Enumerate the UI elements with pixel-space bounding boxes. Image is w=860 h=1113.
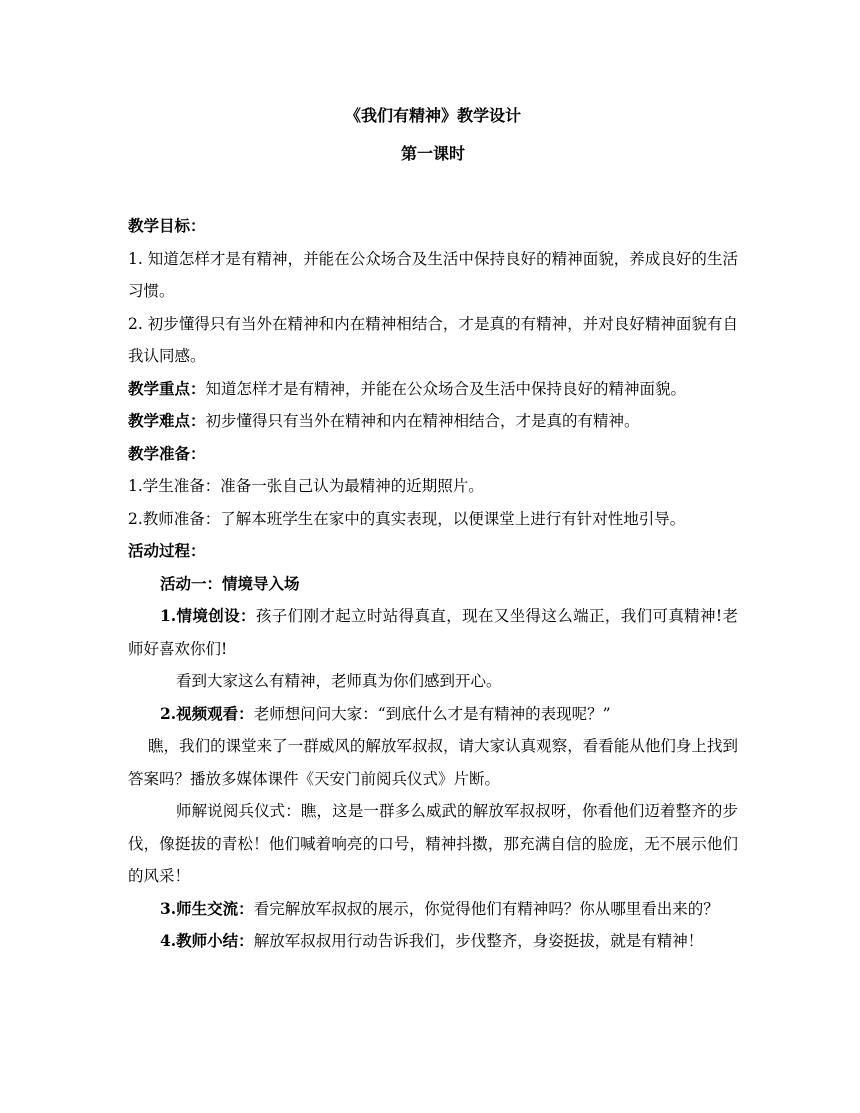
document-title: 《我们有精神》教学设计: [344, 106, 521, 125]
step-2-commentary: 师解说阅兵仪式：瞧，这是一群多么威武的解放军叔叔呀，你看他们迈着整齐的步伐，像挺拔的青松！他们喊着响亮的口号，精神抖擞，那充满自信的脸庞，无不展示他们的风采！: [128, 802, 738, 885]
activity-heading-1: 活动一：情境导入场: [160, 573, 300, 593]
step-1: [128, 600, 738, 665]
key-point-label: 教学重点：: [128, 378, 206, 398]
step-4-text: 解放军叔叔用行动告诉我们，步伐整齐，身姿挺拔，就是有精神！: [253, 932, 704, 950]
step-3-text: 看完解放军叔叔的展示，你觉得他们有精神吗？你从哪里看出来的？: [253, 899, 719, 918]
difficulty-text: 初步懂得只有当外在精神和内在精神相结合，才是真的有精神。: [205, 412, 640, 430]
step-2-label: 2.视频观看：: [160, 703, 254, 723]
goal-item-1: 1. 知道怎样才是有精神，并能在公众场合及生活中保持良好的精神面貌，养成良好的生活习惯。: [128, 249, 738, 300]
spacer: [128, 166, 738, 210]
step-4: [128, 925, 738, 958]
prep-item-1: 1.学生准备：准备一张自己认为最精神的近期照片。: [128, 477, 484, 495]
key-point: [128, 373, 738, 406]
step-4-label: 4.教师小结：: [160, 931, 254, 950]
goal-item-2: 2. 初步懂得只有当外在精神和内在精神相结合，才是真的有精神，并对良好精神面貌有自我认同感。: [128, 314, 738, 365]
prep-heading: 教学准备：: [128, 443, 206, 463]
step-2-text: 老师想问问大家：“到底什么才是有精神的表现呢？”: [253, 704, 611, 723]
goals-heading: 教学目标：: [128, 216, 206, 235]
difficulty-label: 教学难点：: [128, 411, 206, 430]
step-1-label: 1.情境创设：: [160, 606, 256, 625]
step-1-note: 看到大家这么有精神，老师真为你们感到开心。: [176, 672, 502, 690]
step-3-label: 3.师生交流：: [160, 898, 254, 918]
step-2: [128, 698, 738, 731]
step-1-text: 孩子们刚才起立时站得真直，现在又坐得这么端正，我们可真精神!老师好喜欢你们!: [128, 607, 739, 658]
prep-item-2: 2.教师准备：了解本班学生在家中的真实表现，以便课堂上进行有针对性地引导。: [128, 509, 686, 528]
difficulty-point: [128, 405, 738, 438]
step-2-paragraph: 瞧，我们的课堂来了一群威风的解放军叔叔，请大家认真观察，看看能从他们身上找到答案吗？播放多媒体课件《天安门前阅兵仪式》片断。: [128, 737, 738, 788]
step-3: [128, 893, 738, 926]
document-body: [128, 104, 738, 958]
document-subtitle: 第一课时: [400, 144, 465, 163]
process-heading: 活动过程：: [128, 541, 206, 560]
key-point-text: 知道怎样才是有精神，并能在公众场合及生活中保持良好的精神面貌。: [205, 379, 687, 398]
